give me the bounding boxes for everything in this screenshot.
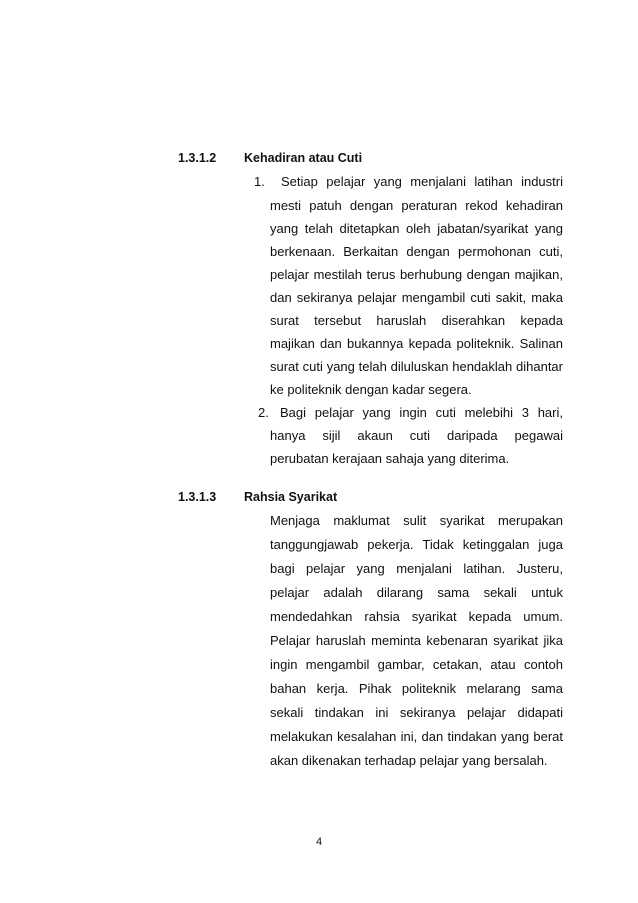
list-marker: 1. — [254, 174, 265, 189]
section-heading-rahsia — [178, 490, 337, 504]
paragraph-line: ke politeknik dengan kadar segera. — [270, 382, 472, 397]
paragraph-line: bagi pelajar yang menjalani latihan. Justeru, — [270, 561, 563, 576]
paragraph-line: mendedahkan rahsia syarikat kepada umum. — [270, 609, 563, 624]
paragraph-line: Setiap pelajar yang menjalani latihan industri — [281, 174, 563, 189]
paragraph-line: akan dikenakan terhadap pelajar yang bersalah. — [270, 753, 548, 768]
paragraph-line: perubatan kerajaan sahaja yang diterima. — [270, 451, 510, 466]
section-number: 1.3.1.2 — [178, 151, 217, 165]
paragraph-line: majikan dan bukannya kepada politeknik. Salinan — [270, 336, 563, 351]
section-title: Kehadiran atau Cuti — [244, 151, 363, 165]
paragraph-line: Bagi pelajar yang ingin cuti melebihi 3 hari, — [280, 405, 563, 420]
paragraph-line: berkenaan. Berkaitan dengan permohonan cuti, — [270, 244, 563, 259]
section-heading-kehadiran — [178, 151, 362, 165]
paragraph-line: Pelajar haruslah meminta kebenaran syarikat jika — [270, 633, 563, 648]
section-number: 1.3.1.3 — [178, 490, 217, 504]
paragraph-line: mesti patuh dengan peraturan rekod kehadiran — [270, 198, 563, 213]
paragraph-line: surat cuti yang telah diluluskan hendaklah dihantar — [270, 359, 563, 374]
paragraph-line: surat tersebut haruslah diserahkan kepada — [270, 313, 563, 328]
paragraph-line: pelajar mestilah terus berhubung dengan majikan, — [270, 267, 563, 282]
paragraph-line: Menjaga maklumat sulit syarikat merupakan — [270, 513, 563, 528]
paragraph-line: pelajar adalah dilarang sama sekali untuk — [270, 585, 563, 600]
paragraph-line: hanya sijil akaun cuti daripada pegawai — [270, 428, 563, 443]
paragraph-line: bahan kerja. Pihak politeknik melarang sama — [270, 681, 563, 696]
paragraph-line: dan sekiranya pelajar mengambil cuti sakit, maka — [270, 290, 563, 305]
section-title: Rahsia Syarikat — [244, 490, 338, 504]
paragraph-line: ingin mengambil gambar, cetakan, atau contoh — [270, 657, 563, 672]
list-marker: 2. — [258, 405, 269, 420]
page-number: 4 — [315, 836, 323, 848]
paragraph-line: tanggungjawab pekerja. Tidak ketinggalan juga — [270, 537, 563, 552]
paragraph-line: yang telah ditetapkan oleh jabatan/syarikat yang — [270, 221, 563, 236]
paragraph-line: sekali tindakan ini sekiranya pelajar didapati — [270, 705, 563, 720]
paragraph-line: melakukan kesalahan ini, dan tindakan yang berat — [270, 729, 563, 744]
